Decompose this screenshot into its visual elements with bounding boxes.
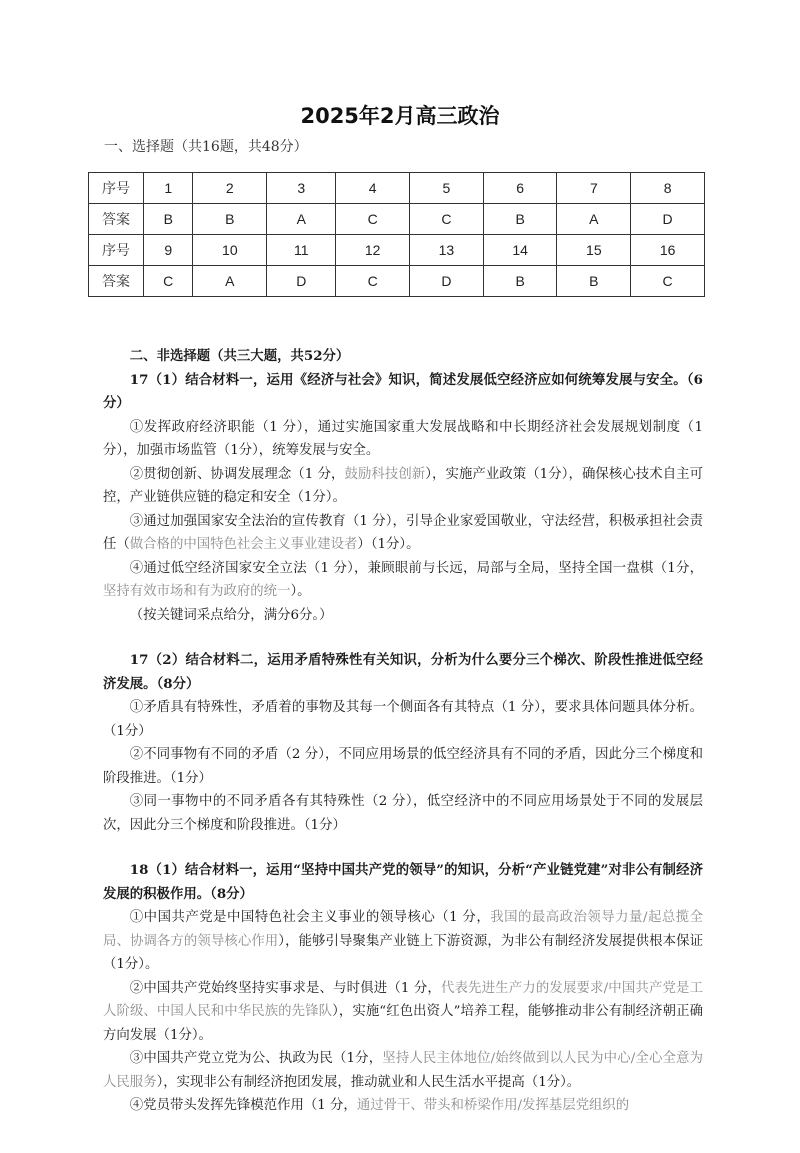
optional-text: 鼓励科技创新 [344,466,426,482]
q17-1-point-2 [103,463,703,510]
text: ③通过加强国家安全法治的宣传教育（1 分），引导企业家爱国敬业，守法经营，积极承担社会责任（ [103,513,703,552]
question-number: 3 [267,173,336,204]
text: ）（1分）。 [357,537,420,552]
q17-2-question: 17（2）结合材料二，运用矛盾特殊性有关知识，分析为什么要分三个梯次、阶段性推进低空经济发展。（8分） [103,652,703,692]
q18-1-point-3 [103,1047,703,1094]
answer-cell: C [410,204,484,235]
section1-heading: 一、选择题（共16题，共48分） [104,139,308,155]
text: ③中国共产党立党为公、执政为民（1分， [129,1051,383,1066]
question-number: 4 [336,173,410,204]
section2-heading: 二、非选择题（共三大题，共52分） [129,348,350,364]
answer-cell: B [483,266,557,297]
table-row [89,204,705,235]
optional-text: 我国的最高政治领导力量/起总揽全局、协调各方的领导核心作用 [103,910,703,949]
question-number: 11 [267,235,336,266]
optional-text: 坚持有效市场和有为政府的统一 [103,584,291,599]
answer-table [88,172,705,297]
optional-text: 做合格的中国特色社会主义事业建设者 [129,537,358,552]
table-row [89,266,705,297]
q17-1-point-3 [103,510,703,557]
optional-text: 坚持人民主体地位/始终做到以人民为中心/全心全意为人民服务 [103,1051,703,1090]
answer-cell: B [483,204,557,235]
answer-cell: D [410,266,484,297]
question-number: 8 [631,173,705,204]
answer-cell: C [144,266,193,297]
q17-1-question: 17（1）结合材料一，运用《经济与社会》知识，简述发展低空经济应如何统筹发展与安全。（6分） [103,371,703,411]
answer-cell: C [631,266,705,297]
answer-cell: B [144,204,193,235]
text: ），实现非公有制经济抱团发展，推动就业和人民生活水平提高（1分）。 [156,1074,581,1090]
row-label: 答案 [89,266,144,297]
question-number: 6 [483,173,557,204]
q17-1-note: （按关键词采点给分，满分6分。） [129,607,333,623]
answer-cell: A [193,266,267,297]
answer-cell: C [336,266,410,297]
row-label: 序号 [89,235,144,266]
question-number: 9 [144,235,193,266]
q17-2-point-1: ①矛盾具有特殊性，矛盾着的事物及其每一个侧面各有其特点（1 分），要求具体问题具体分析。（1分） [103,700,703,739]
text: ④党员带头发挥先锋模范作用（1 分， [129,1098,357,1113]
question-number: 16 [631,235,705,266]
q18-1-point-1 [103,906,703,977]
text: ②中国共产党始终坚持实事求是、与时俱进（1 分， [129,980,441,996]
optional-text: 代表先进生产力的发展要求/中国共产党是工人阶级、中国人民和中华民族的先锋队 [103,980,704,1019]
row-label: 答案 [89,204,144,235]
answer-cell: C [336,204,410,235]
text: ），实施“红色出资人”培养工程，能够推动非公有制经济朝正确方向发展（1分）。 [103,1004,704,1043]
answer-cell: A [267,204,336,235]
text: ），能够引导聚集产业链上下游资源，为非公有制经济发展提供根本保证（1分）。 [103,933,703,972]
q17-2-point-2: ②不同事物有不同的矛盾（2 分），不同应用场景的低空经济具有不同的矛盾，因此分三个梯度和阶段推进。（1分） [103,747,703,786]
question-number: 7 [557,173,631,204]
question-number: 12 [336,235,410,266]
question-number: 2 [193,173,267,204]
q17-1-point-1: ①发挥政府经济职能（1 分），通过实施国家重大发展战略和中长期经济社会发展规划制度（1分），加强市场监管（1分），统筹发展与安全。 [103,419,703,458]
answer-cell: B [193,204,267,235]
q17-2-point-3: ③同一事物中的不同矛盾各有其特殊性（2 分），低空经济中的不同应用场景处于不同的发展层次，因此分三个梯度和阶段推进。（1分） [103,794,703,833]
answer-cell: D [267,266,336,297]
section2 [103,345,703,1118]
text: ②贯彻创新、协调发展理念（1 分， [129,466,345,482]
text: ①中国共产党是中国特色社会主义事业的领导核心（1 分， [129,910,491,925]
text: ④通过低空经济国家安全立法（1 分），兼顾眼前与长远，局部与全局，坚持全国一盘棋（1分， [129,560,703,576]
text: ）。 [290,584,311,599]
q18-1-point-4 [103,1094,703,1118]
optional-text: 通过骨干、带头和桥梁作用/发挥基层党组织的 [356,1098,630,1113]
answer-cell: D [631,204,705,235]
question-number: 15 [557,235,631,266]
text: ），实施产业政策（1分），确保核心技术自主可控，产业链供应链的稳定和安全（1分）。 [103,466,703,505]
question-number: 14 [483,235,557,266]
q18-1-question: 18（1）结合材料一，运用“坚持中国共产党的领导”的知识，分析“产业链党建”对非公有制经济发展的积极作用。（8分） [103,862,703,902]
answer-cell: B [557,266,631,297]
q18-1-point-2 [103,977,703,1048]
question-number: 13 [410,235,484,266]
q17-1-point-4 [103,557,703,604]
question-number: 10 [193,235,267,266]
question-number: 5 [410,173,484,204]
row-label: 序号 [89,173,144,204]
question-number: 1 [144,173,193,204]
table-row [89,173,705,204]
answer-cell: A [557,204,631,235]
table-row [89,235,705,266]
page-title: 2025年2月高三政治 [300,104,500,128]
